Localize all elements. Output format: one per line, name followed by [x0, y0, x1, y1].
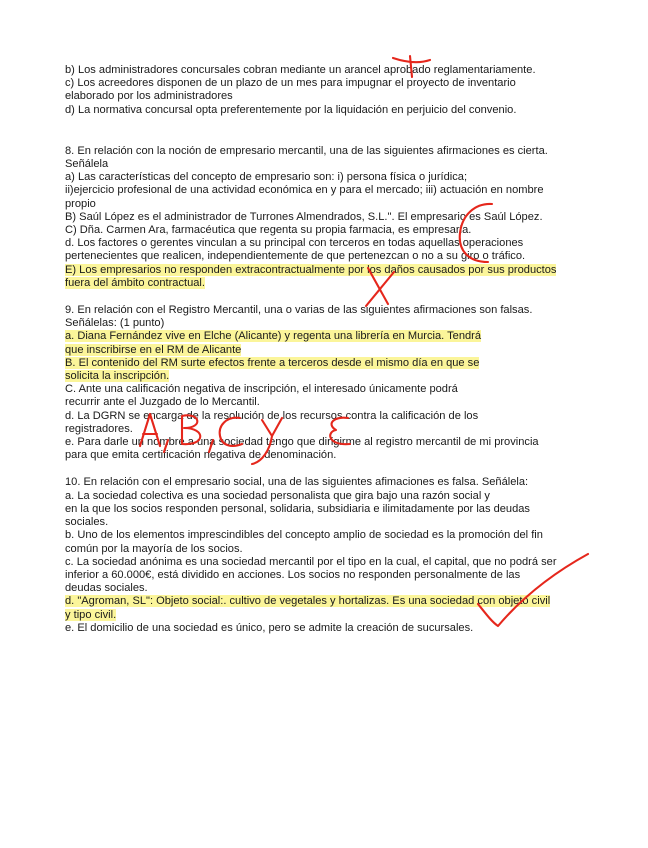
q10-option-b-line2: común por la mayoría de los socios. — [65, 542, 243, 555]
q10-option-d-line1-highlighted: d. "Agroman, SL": Objeto social:. cultivo de vegetales y hortalizas. Es una sociedad con objeto civil — [65, 595, 551, 608]
q10-option-c-line1: c. La sociedad anónima es una sociedad mercantil por el tipo en la cual, el capital, que no podrá ser — [65, 555, 557, 568]
q8-option-e-line2-highlighted: fuera del ámbito contractual. — [65, 276, 205, 289]
q9-option-a-line2-highlighted: que inscribirse en el RM de Alicante — [65, 343, 242, 356]
q9-option-d-line1: d. La DGRN se encarga de la resolución de los recursos contra la calificación de los — [65, 409, 479, 422]
q8-option-d-line2: pertenecientes que realicen, independientemente de que pertenezcan o no a su giro o tráfico. — [65, 250, 526, 263]
q9-option-e-line1: e. Para darle un nombre a una sociedad tengo que dirigirme al registro mercantil de mi provincia — [65, 436, 539, 449]
q8-stem-line1: 8. En relación con la noción de empresario mercantil, una de las siguientes afirmaciones es cierta. — [65, 144, 548, 157]
q7-option-c-line1: c) Los acreedores disponen de un plazo de un mes para impugnar el proyecto de inventario — [65, 77, 516, 90]
q10-stem: 10. En relación con el empresario social, una de las siguientes afimaciones es falsa. Señálela: — [65, 476, 529, 489]
question-9 — [65, 304, 605, 462]
q9-option-c-line2: recurrir ante el Juzgado de lo Mercantil. — [65, 396, 260, 409]
q10-option-c-line2: inferior a 60.000€, está dividido en acciones. Los socios no responden personalmente de las — [65, 568, 521, 581]
q10-option-c-line3: deudas sociales. — [65, 582, 148, 595]
q9-option-a-line1-highlighted: a. Diana Fernández vive en Elche (Alicante) y regenta una librería en Murcia. Tendrá — [65, 330, 482, 343]
question-10 — [65, 476, 605, 634]
q8-option-a-line3: propio — [65, 197, 96, 210]
q10-option-b-line1: b. Uno de los elementos imprescindibles del concepto amplio de sociedad es la promoción del fin — [65, 529, 543, 542]
q10-option-a-line1: a. La sociedad colectiva es una sociedad personalista que gira bajo una razón social y — [65, 489, 490, 502]
q8-option-a-line2: ii)ejercicio profesional de una actividad económica en y para el mercado; iii) actuación en nombre — [65, 184, 544, 197]
q9-option-b-line2-highlighted: solicita la inscripción. — [65, 370, 170, 383]
q8-option-a-line1: a) Las características del concepto de empresario son: i) persona física o jurídica; — [65, 171, 468, 184]
q9-option-d-line2: registradores. — [65, 422, 133, 435]
q9-option-c-line1: C. Ante una calificación negativa de inscripción, el interesado únicamente podrá — [65, 383, 458, 396]
q10-option-e: e. El domicilio de una sociedad es único, pero se admite la creación de sucursales. — [65, 621, 474, 634]
q8-option-c: C) Dña. Carmen Ara, farmacéutica que regenta su propia farmacia, es empresaria. — [65, 224, 472, 237]
q8-stem-line2: Señálela — [65, 158, 109, 171]
document-page — [65, 64, 605, 635]
q7-option-c-line2: elaborado por los administradores — [65, 90, 233, 103]
q8-option-d-line1: d. Los factores o gerentes vinculan a su principal con terceros en todas aquellas operaciones — [65, 237, 524, 250]
q8-option-b: B) Saúl López es el administrador de Turrones Almendrados, S.L.". El empresario es Saúl López. — [65, 210, 543, 223]
q9-stem-line2: Señálelas: (1 punto) — [65, 317, 165, 330]
q7-option-b: b) Los administradores concursales cobran mediante un arancel aprobado reglamentariamente. — [65, 64, 536, 76]
question-8 — [65, 145, 605, 290]
q8-option-e-line1-highlighted: E) Los empresarios no responden extracontractualmente por los daños causados por sus productos — [65, 263, 557, 276]
q10-option-d-line2-highlighted: y tipo civil. — [65, 608, 117, 621]
q9-stem-line1: 9. En relación con el Registro Mercantil, una o varias de las siguientes afirmaciones son falsas. — [65, 304, 533, 317]
q10-option-a-line2: en la que los socios responden personal, solidaria, subsidiaria e ilimitadamente por las deudas — [65, 502, 530, 515]
question-7-options — [65, 64, 605, 117]
q10-option-a-line3: sociales. — [65, 516, 109, 529]
q7-option-d: d) La normativa concursal opta preferentemente por la liquidación en perjuicio del convenio. — [65, 103, 517, 116]
q9-option-e-line2: para que emita certificación negativa de denominación. — [65, 449, 337, 462]
q9-option-b-line1-highlighted: B. El contenido del RM surte efectos frente a terceros desde el mismo día en que se — [65, 356, 480, 369]
